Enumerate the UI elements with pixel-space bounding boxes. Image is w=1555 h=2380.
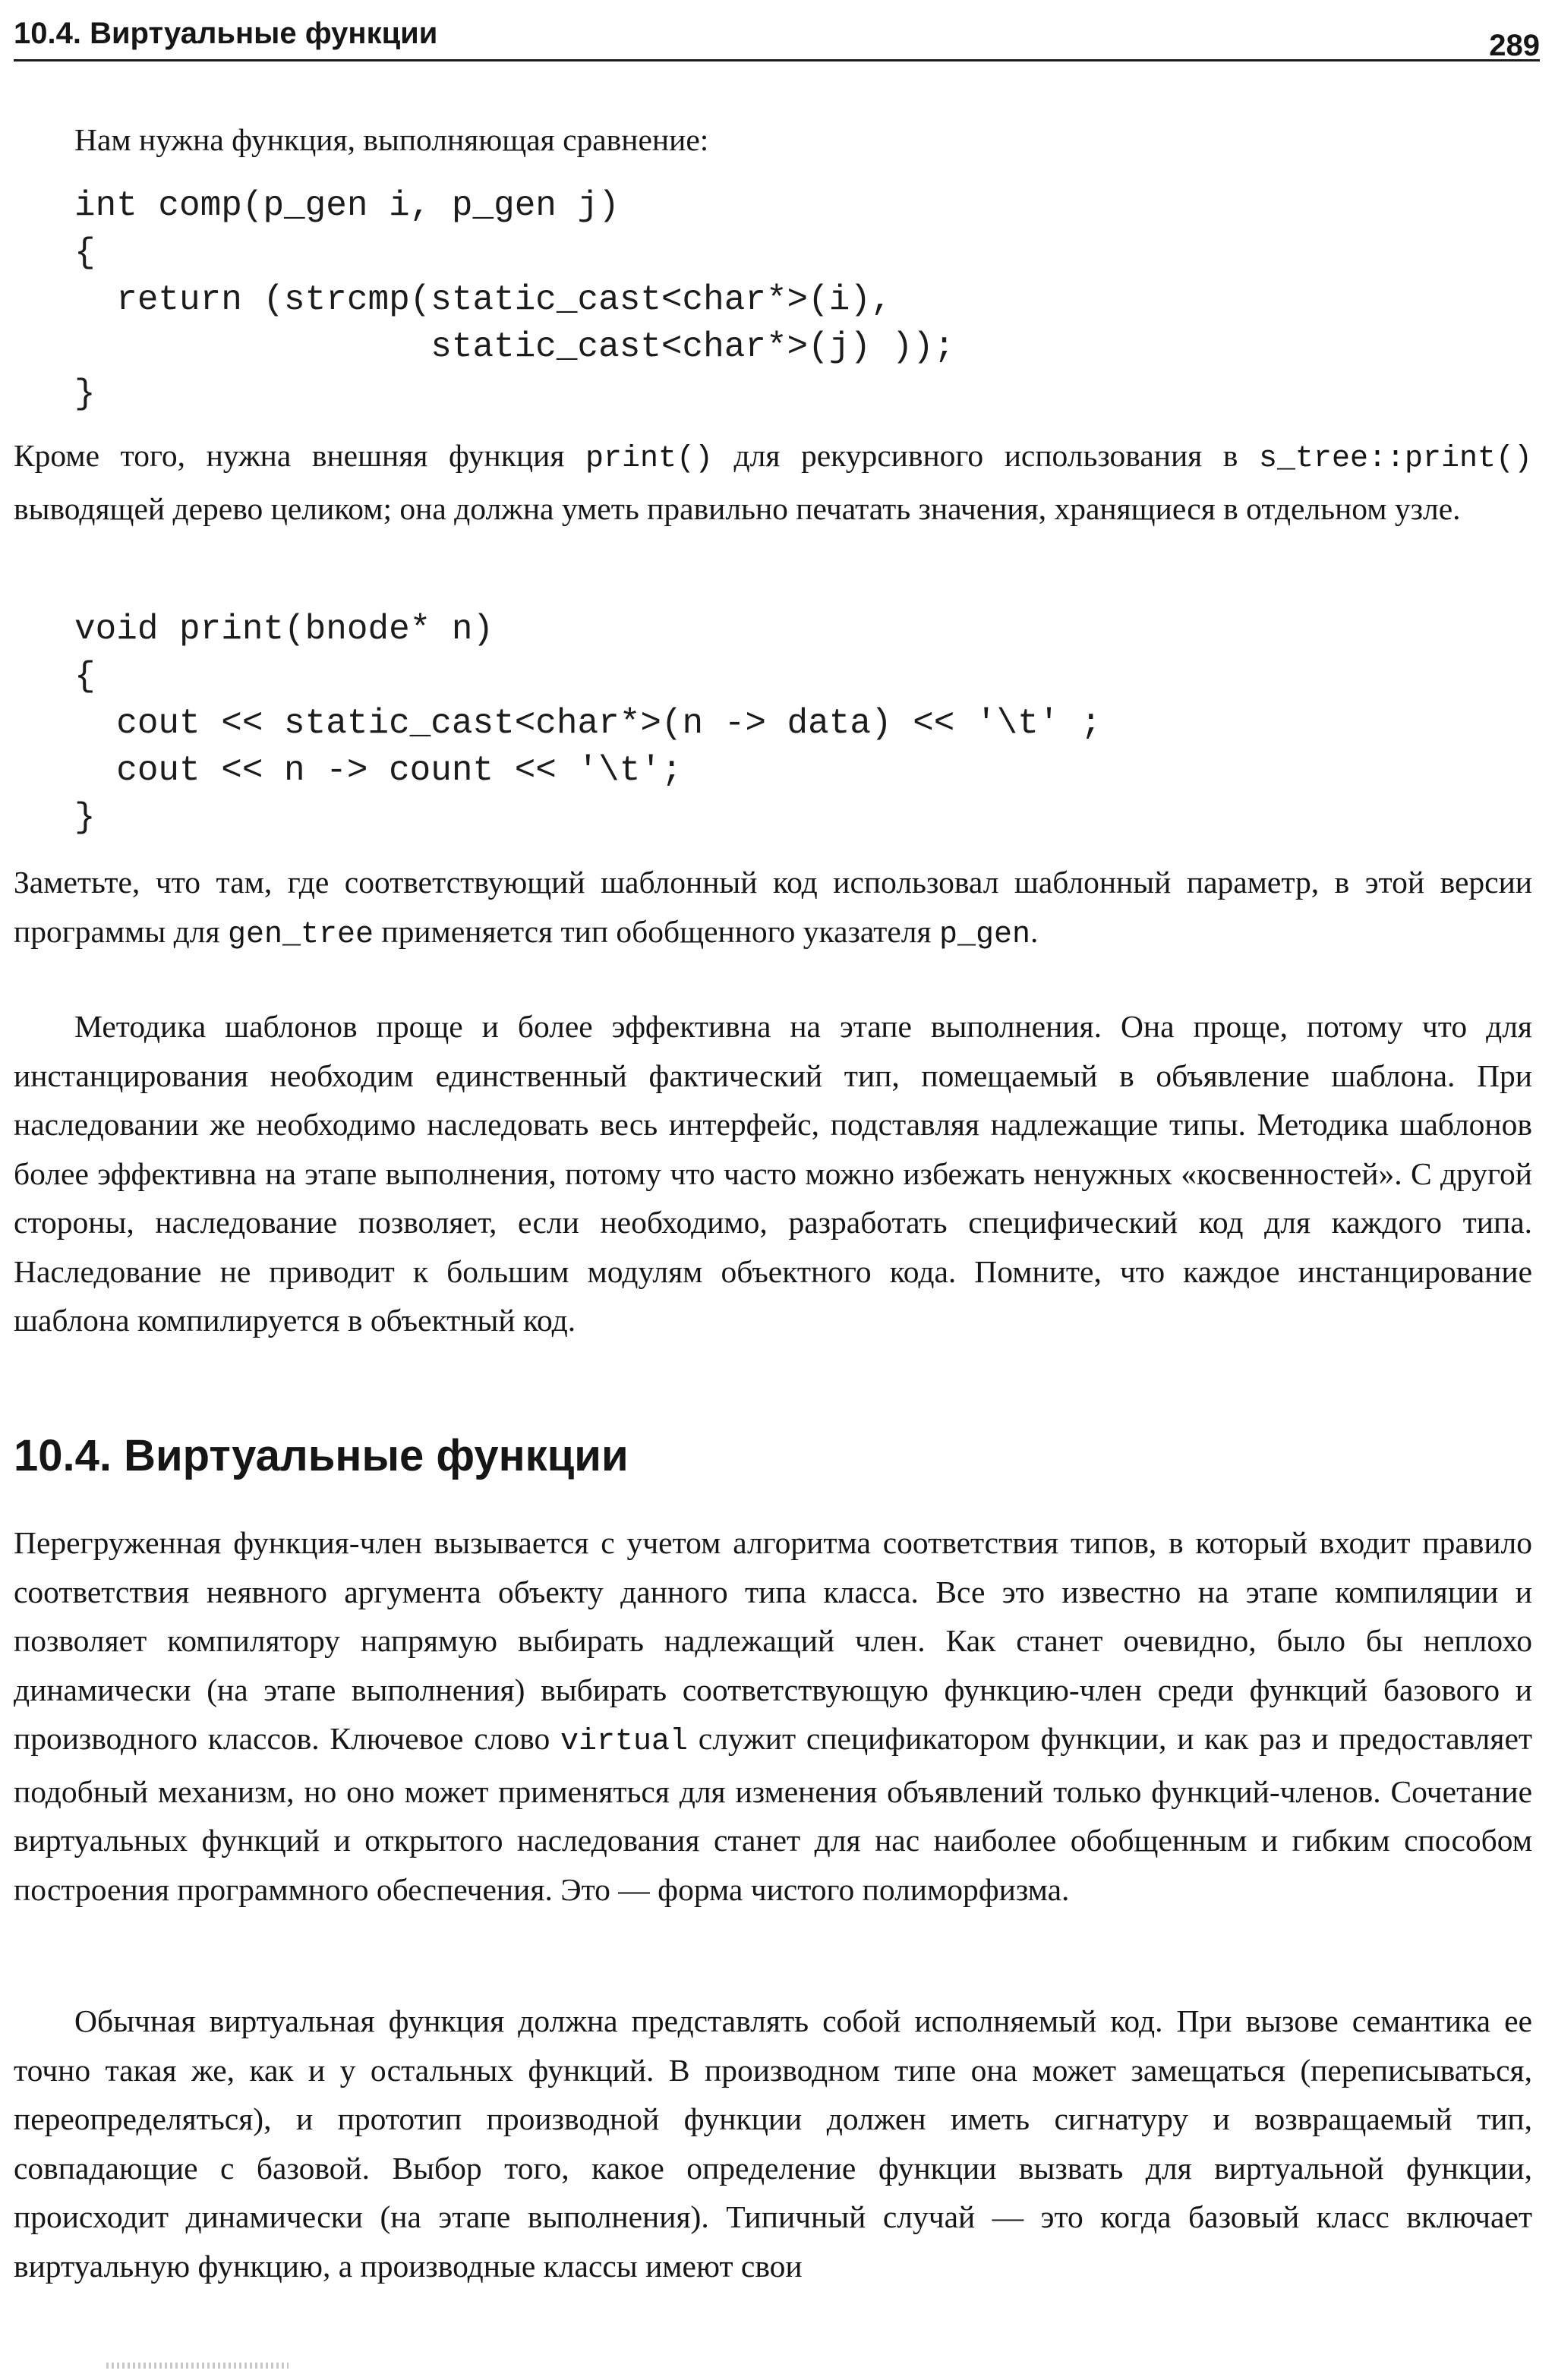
- paragraph-text: Перегруженная функция-член вызывается с учетом алгоритма соответствия типов, в который входит правило соответствия неявного аргумента объекту данного типа класса. Все это известно на этапе компиляции и позволяет компилятору напрямую выбирать надлежащий член. Как станет очевидно, было бы неплохо динамически (на этапе выполнения) выбирать соответствующую функцию-член среди функций базового и производного классов. Ключевое слово: [14, 1525, 1532, 1756]
- paragraph-note: [14, 858, 1532, 960]
- scan-speck: [106, 2363, 289, 2369]
- intro-paragraph: Нам нужна функция, выполняющая сравнение:: [74, 122, 709, 157]
- section-paragraph-2: Обычная виртуальная функция должна представлять собой исполняемый код. При вызове семантика ее точно такая же, как и у остальных функций. В производном типе она может замещаться (переписываться, переопределяться), и прототип производной функции должен иметь сигнатуру и возвращаемый тип, совпадающие с базовой. Выбор того, какое определение функции вызвать для виртуальной функции, происходит динамически (на этапе выполнения). Типичный случай — это когда базовый класс включает виртуальную функцию, а производные классы имеют свои: [14, 2003, 1532, 2284]
- paragraph-print: [14, 431, 1532, 533]
- code-block-print: void print(bnode* n) { cout << static_cast<char*>(n -> data) << '\t' ; cout << n -> count << '\t'; }: [74, 610, 1102, 837]
- section-heading: 10.4. Виртуальные функции: [14, 1431, 629, 1480]
- paragraph-text: .: [1030, 913, 1039, 949]
- page-number: 289: [1489, 29, 1540, 62]
- running-title: 10.4. Виртуальные функции: [14, 17, 438, 50]
- paragraph-templates: Методика шаблонов проще и более эффективна на этапе выполнения. Она проще, потому что для инстанцирования необходим единственный фактический тип, помещаемый в объявление шаблона. При наследовании же необходимо наследовать весь интерфейс, подставляя надлежащие типы. Методика шаблонов более эффективна на этапе выполнения, потому что часто можно избежать ненужных «косвенностей». С другой стороны, наследование позволяет, если необходимо, разработать специфический код для каждого типа. Наследование не приводит к большим модулям объектного кода. Помните, что каждое инстанцирование шаблона компилируется в объектный код.: [14, 1009, 1532, 1338]
- inline-code-virtual: virtual: [560, 1725, 689, 1759]
- inline-code-gen-tree: gen_tree: [227, 917, 374, 952]
- paragraph-text: Кроме того, нужна внешняя функция: [14, 438, 585, 473]
- running-head: [14, 6, 1540, 61]
- code-block-comp: int comp(p_gen i, p_gen j) { return (strcmp(static_cast<char*>(i), static_cast<char*>(j) )); }: [74, 186, 955, 414]
- inline-code-p-gen: p_gen: [938, 917, 1031, 952]
- paragraph-text: выводящей дерево целиком; она должна уметь правильно печатать значения, хранящиеся в отдельном узле.: [14, 490, 1461, 526]
- paragraph-text: применяется тип обобщенного указателя: [374, 913, 939, 949]
- paragraph-text: служит спецификатором функции, и как раз и предоставляет подобный механизм, но оно может применяться для изменения объявлений только функций-членов. Сочетание виртуальных функций и открытого наследования станет для нас наиболее обобщенным и гибким способом построения программного обеспечения. Это — форма чистого полиморфизма.: [14, 1721, 1533, 1907]
- paragraph-text: для рекурсивного использования в: [713, 438, 1259, 473]
- inline-code-s-tree-print: s_tree::print(): [1258, 442, 1532, 476]
- paragraph-text: Заметьте, что там, где соответствующий шаблонный код использовал шаблонный параметр, в этой версии программы для: [14, 865, 1532, 949]
- section-paragraph-1: [14, 1518, 1532, 1914]
- inline-code-print: print(): [585, 442, 714, 476]
